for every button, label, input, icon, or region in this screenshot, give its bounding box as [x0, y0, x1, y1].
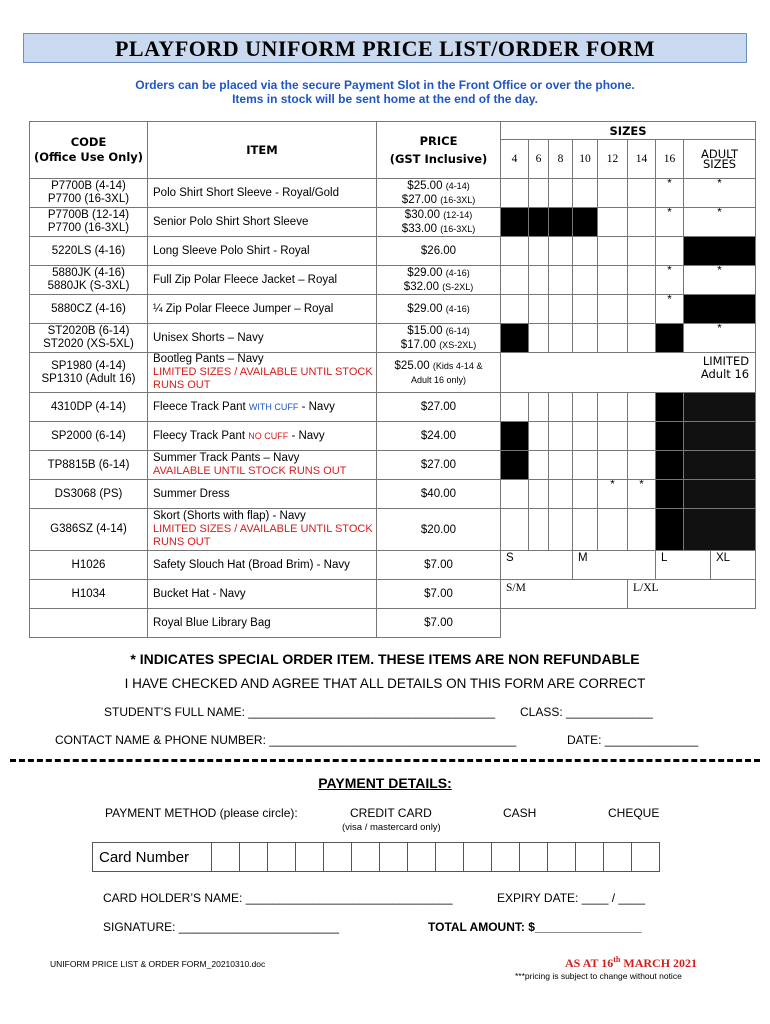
size-12: 12 [598, 140, 628, 179]
code-header-label: CODE [70, 135, 107, 149]
row-code: H1026 [30, 551, 148, 580]
card-digit-box[interactable] [240, 843, 268, 872]
card-digit-box[interactable] [352, 843, 380, 872]
row-code [30, 208, 148, 237]
card-digit-box[interactable] [268, 843, 296, 872]
card-number-boxes [92, 842, 660, 872]
table-row [30, 295, 756, 324]
agreement-statement: I HAVE CHECKED AND AGREE THAT ALL DETAILS ON THIS FORM ARE CORRECT [124, 676, 646, 691]
price-2-note: (S-2XL) [442, 282, 474, 292]
availability-note: LIMITED SIZES / AVAILABLE UNTIL STOCK RUNS OUT [153, 366, 373, 391]
card-number-label: Card Number [93, 843, 212, 872]
unavailable-cell [501, 324, 529, 353]
cheque-option[interactable]: CHEQUE [608, 806, 660, 820]
row-code: TP8815B (6-14) [30, 451, 148, 480]
size-cell[interactable] [628, 208, 656, 237]
row-item: Safety Slouch Hat (Broad Brim) - Navy [148, 551, 377, 580]
expiry-date-field[interactable]: EXPIRY DATE: ____ / ____ [497, 891, 646, 905]
price-1: $15.00 [407, 325, 443, 337]
footer-filename: UNIFORM PRICE LIST & ORDER FORM_20210310.doc [50, 959, 266, 969]
unavailable-cell [501, 208, 529, 237]
size-cell[interactable] [529, 393, 549, 422]
size-cell[interactable] [628, 179, 656, 208]
item-colour: - Navy [291, 429, 325, 442]
table-row [30, 551, 756, 580]
row-code-1: P7700B (12-14) [47, 209, 130, 221]
price-2-note: (XS-2XL) [439, 340, 477, 350]
size-cell[interactable] [628, 451, 656, 480]
unavailable-cell [656, 324, 684, 353]
row-code [30, 266, 148, 295]
size-14: 14 [628, 140, 656, 179]
price-header [377, 122, 501, 179]
price-1-note: (4-16) [445, 268, 470, 278]
table-row [30, 509, 756, 551]
row-code-1: SP1980 (4-14) [51, 359, 126, 372]
row-code: 5220LS (4-16) [30, 237, 148, 266]
unavailable-cell [501, 451, 529, 480]
size-6: 6 [529, 140, 549, 179]
price-1: $29.00 [407, 303, 443, 315]
special-order-star[interactable]: * [598, 480, 628, 509]
unavailable-cell [656, 509, 684, 551]
size-cell[interactable] [549, 422, 573, 451]
size-cell[interactable] [598, 509, 628, 551]
row-code [30, 324, 148, 353]
card-digit-box[interactable] [436, 843, 464, 872]
size-4: 4 [501, 140, 529, 179]
row-item [148, 422, 377, 451]
unavailable-cell [684, 295, 756, 324]
unavailable-cell [656, 393, 684, 422]
size-cell[interactable] [549, 237, 573, 266]
contact-field[interactable]: CONTACT NAME & PHONE NUMBER: _____________________________________ [55, 733, 517, 747]
row-code [30, 179, 148, 208]
payment-method-label: PAYMENT METHOD (please circle): [105, 806, 298, 820]
size-cell[interactable] [573, 393, 598, 422]
size-cell[interactable] [598, 393, 628, 422]
row-price: $7.00 [377, 609, 501, 638]
card-digit-box[interactable] [576, 843, 604, 872]
size-cell[interactable] [598, 324, 628, 353]
table-row [30, 237, 756, 266]
price-1-note: (4-14) [445, 181, 470, 191]
card-digit-box[interactable] [296, 843, 324, 872]
row-price: $7.00 [377, 580, 501, 609]
credit-card-note: (visa / mastercard only) [342, 822, 441, 833]
card-digit-box[interactable] [212, 843, 240, 872]
header-row [30, 122, 756, 140]
size-cell[interactable] [628, 393, 656, 422]
size-cell[interactable] [598, 295, 628, 324]
price-header-label: PRICE [419, 134, 458, 148]
row-code-2: P7700 (16-3XL) [47, 193, 130, 205]
table-row [30, 480, 756, 509]
size-cell[interactable] [628, 237, 656, 266]
cuff-note: WITH CUFF [248, 401, 299, 412]
row-code: 4310DP (4-14) [30, 393, 148, 422]
row-price: $27.00 [377, 451, 501, 480]
code-header-sublabel: (Office Use Only) [33, 150, 144, 164]
row-item [148, 353, 377, 393]
row-code-2: 5880JK (S-3XL) [47, 280, 130, 292]
special-order-star[interactable]: * [684, 266, 756, 295]
size-cell[interactable] [501, 509, 529, 551]
row-item: Royal Blue Library Bag [148, 609, 377, 638]
size-cell[interactable] [598, 179, 628, 208]
row-price [377, 179, 501, 208]
as-at-text: AS AT 16 [565, 956, 614, 970]
limited-note [501, 353, 756, 393]
row-item: Polo Shirt Short Sleeve - Royal/Gold [148, 179, 377, 208]
size-cell[interactable] [529, 266, 549, 295]
row-item: Unisex Shorts – Navy [148, 324, 377, 353]
as-at-month: MARCH 2021 [620, 956, 698, 970]
size-cell[interactable] [549, 509, 573, 551]
size-cell[interactable] [628, 295, 656, 324]
size-cell[interactable] [501, 266, 529, 295]
code-header [30, 122, 148, 179]
unavailable-cell [684, 509, 756, 551]
size-cell[interactable] [529, 237, 549, 266]
size-adult [684, 140, 756, 179]
size-cell[interactable] [529, 509, 549, 551]
as-at-suffix: th [613, 955, 621, 964]
size-cell[interactable] [573, 451, 598, 480]
size-cell[interactable] [628, 266, 656, 295]
date-field[interactable]: DATE: ______________ [567, 733, 699, 747]
cash-option[interactable]: CASH [503, 806, 537, 820]
card-digit-box[interactable] [548, 843, 576, 872]
price-1: $29.00 [407, 267, 443, 279]
size-cell[interactable] [549, 295, 573, 324]
availability-note: LIMITED SIZES / AVAILABLE UNTIL STOCK RUNS OUT [153, 523, 373, 548]
unavailable-cell [529, 208, 549, 237]
price-2: $32.00 [403, 281, 439, 293]
size-cell[interactable] [656, 237, 684, 266]
adult-label: ADULT [701, 147, 739, 161]
payment-heading: PAYMENT DETAILS: [318, 775, 452, 791]
card-digit-box[interactable] [408, 843, 436, 872]
size-cell[interactable] [573, 266, 598, 295]
adult-sizes-label: SIZES [702, 157, 737, 171]
row-item: Long Sleeve Polo Shirt - Royal [148, 237, 377, 266]
unavailable-cell [573, 208, 598, 237]
size-cell[interactable] [549, 266, 573, 295]
unavailable-cell [684, 393, 756, 422]
item-name: Bootleg Pants – Navy [153, 353, 264, 365]
row-item [148, 509, 377, 551]
cuff-note: NO CUFF [248, 430, 289, 441]
table-row [30, 353, 756, 393]
price-1-note: (Kids 4-14 & [432, 360, 483, 371]
row-code: G386SZ (4-14) [30, 509, 148, 551]
row-code-1: 5880JK (4-16) [52, 267, 125, 279]
size-cell[interactable] [549, 480, 573, 509]
size-cell[interactable] [501, 393, 529, 422]
hat-size-m[interactable]: M [573, 551, 656, 580]
size-cell[interactable] [501, 179, 529, 208]
item-name: Skort (Shorts with flap) - Navy [153, 510, 306, 522]
hat-size-xl[interactable]: XL [711, 551, 756, 580]
row-code-2: P7700 (16-3XL) [47, 222, 130, 234]
hat-size-s[interactable]: S [501, 551, 573, 580]
row-price: $26.00 [377, 237, 501, 266]
unavailable-cell [656, 422, 684, 451]
size-cell[interactable] [501, 237, 529, 266]
price-1: $30.00 [404, 209, 440, 221]
subtitle-line-2: Items in stock will be sent home at the end of the day. [232, 92, 538, 106]
card-digit-box[interactable] [464, 843, 492, 872]
unavailable-cell [684, 480, 756, 509]
row-price [377, 208, 501, 237]
size-16: 16 [656, 140, 684, 179]
table-row [30, 179, 756, 208]
row-code: DS3068 (PS) [30, 480, 148, 509]
size-cell[interactable] [628, 509, 656, 551]
unavailable-cell [684, 451, 756, 480]
row-item: Summer Dress [148, 480, 377, 509]
row-code-2: ST2020 (XS-5XL) [43, 338, 134, 350]
price-2-note: (16-3XL) [440, 224, 476, 234]
total-amount-field[interactable]: TOTAL AMOUNT: $________________ [428, 920, 642, 934]
price-2: $33.00 [401, 223, 437, 235]
special-order-star[interactable]: * [656, 179, 684, 208]
row-item: Bucket Hat - Navy [148, 580, 377, 609]
size-10: 10 [573, 140, 598, 179]
special-order-star[interactable]: * [684, 179, 756, 208]
row-code-1: ST2020B (6-14) [47, 325, 130, 337]
special-order-star[interactable]: * [628, 480, 656, 509]
size-cell[interactable] [573, 179, 598, 208]
size-cell[interactable] [573, 422, 598, 451]
unavailable-cell [656, 451, 684, 480]
page-title: PLAYFORD UNIFORM PRICE LIST/ORDER FORM [23, 33, 747, 63]
table-row [30, 580, 756, 609]
sizes-header: SIZES [501, 122, 756, 140]
price-1-note: (4-16) [445, 304, 470, 314]
size-cell[interactable] [598, 451, 628, 480]
size-cell[interactable] [598, 237, 628, 266]
size-cell[interactable] [628, 324, 656, 353]
credit-card-option[interactable]: CREDIT CARD [350, 806, 432, 820]
size-cell[interactable] [529, 451, 549, 480]
row-price [377, 295, 501, 324]
price-2-note: (16-3XL) [440, 195, 476, 205]
row-item: Full Zip Polar Fleece Jacket – Royal [148, 266, 377, 295]
row-code: H1034 [30, 580, 148, 609]
size-cell[interactable] [529, 324, 549, 353]
card-digit-box[interactable] [492, 843, 520, 872]
row-code: 5880CZ (4-16) [30, 295, 148, 324]
size-cell[interactable] [598, 266, 628, 295]
class-field[interactable]: CLASS: _____________ [520, 705, 653, 719]
limited-size-label: Adult 16 [700, 367, 750, 381]
cut-line [10, 759, 760, 762]
size-cell[interactable] [628, 422, 656, 451]
unavailable-cell [684, 237, 756, 266]
row-code [30, 609, 148, 638]
price-1: $25.00 [407, 180, 443, 192]
size-cell[interactable] [573, 480, 598, 509]
size-cell[interactable] [549, 179, 573, 208]
row-item [148, 393, 377, 422]
row-item: Senior Polo Shirt Short Sleeve [148, 208, 377, 237]
special-order-star[interactable]: * [684, 208, 756, 237]
row-price: $27.00 [377, 393, 501, 422]
size-cell[interactable] [549, 324, 573, 353]
row-price: $40.00 [377, 480, 501, 509]
item-name: Fleecy Track Pant [153, 429, 246, 442]
row-item [148, 451, 377, 480]
pricing-disclaimer: ***pricing is subject to change without notice [515, 971, 682, 981]
size-cell[interactable] [573, 324, 598, 353]
price-1: $25.00 [394, 359, 430, 372]
price-2-note: Adult 16 only) [410, 374, 467, 385]
size-cell[interactable] [549, 393, 573, 422]
as-at-date [565, 955, 697, 971]
unavailable-cell [501, 422, 529, 451]
table-row [30, 422, 756, 451]
size-cell[interactable] [501, 480, 529, 509]
row-price: $7.00 [377, 551, 501, 580]
item-colour: - Navy [301, 400, 335, 413]
hat-size-l[interactable]: L [656, 551, 711, 580]
table-row [30, 208, 756, 237]
row-code [30, 353, 148, 393]
size-cell[interactable] [529, 179, 549, 208]
table-row [30, 324, 756, 353]
item-name: Summer Track Pants – Navy [153, 452, 300, 464]
special-order-star[interactable]: * [656, 266, 684, 295]
special-order-star[interactable]: * [684, 324, 756, 353]
size-cell[interactable] [501, 295, 529, 324]
price-2: $17.00 [400, 339, 436, 351]
row-code: SP2000 (6-14) [30, 422, 148, 451]
card-digit-box[interactable] [604, 843, 632, 872]
row-price: $20.00 [377, 509, 501, 551]
unavailable-cell [549, 208, 573, 237]
price-1-note: (12-14) [443, 210, 473, 220]
price-1-note: (6-14) [445, 326, 470, 336]
subtitle-line-1: Orders can be placed via the secure Payment Slot in the Front Office or over the phone. [135, 78, 635, 92]
table-row [30, 609, 756, 638]
unavailable-cell [684, 422, 756, 451]
signature-field[interactable]: SIGNATURE: ________________________ [103, 920, 339, 934]
item-header: ITEM [148, 122, 377, 179]
row-price [377, 324, 501, 353]
card-holder-field[interactable]: CARD HOLDER’S NAME: _______________________________ [103, 891, 453, 905]
size-cell[interactable] [573, 509, 598, 551]
empty-cell [501, 609, 756, 638]
availability-note: AVAILABLE UNTIL STOCK RUNS OUT [153, 465, 347, 477]
row-price [377, 266, 501, 295]
table-row [30, 266, 756, 295]
size-cell[interactable] [573, 295, 598, 324]
card-digit-box[interactable] [324, 843, 352, 872]
hat-size-sm[interactable]: S/M [501, 580, 628, 609]
hat-size-lxl[interactable]: L/XL [628, 580, 756, 609]
student-name-field[interactable]: STUDENT’S FULL NAME: _____________________________________ [104, 705, 496, 719]
limited-label: LIMITED [702, 354, 750, 368]
row-code-2: SP1310 (Adult 16) [41, 372, 136, 385]
special-order-star[interactable]: * [656, 295, 684, 324]
size-cell[interactable] [529, 422, 549, 451]
row-code-1: P7700B (4-14) [51, 180, 126, 192]
size-cell[interactable] [573, 237, 598, 266]
price-header-sublabel: (GST Inclusive) [389, 152, 488, 166]
item-name: Fleece Track Pant [153, 400, 246, 413]
size-8: 8 [549, 140, 573, 179]
special-order-star[interactable]: * [656, 208, 684, 237]
special-order-notice: * INDICATES SPECIAL ORDER ITEM. THESE ITEMS ARE NON REFUNDABLE [130, 651, 640, 667]
size-cell[interactable] [598, 208, 628, 237]
row-price [377, 353, 501, 393]
card-digit-box[interactable] [380, 843, 408, 872]
size-cell[interactable] [549, 451, 573, 480]
size-cell[interactable] [529, 480, 549, 509]
card-digit-box[interactable] [632, 843, 660, 872]
size-cell[interactable] [598, 422, 628, 451]
price-2: $27.00 [401, 194, 437, 206]
row-item: ¼ Zip Polar Fleece Jumper – Royal [148, 295, 377, 324]
table-row [30, 451, 756, 480]
size-cell[interactable] [529, 295, 549, 324]
card-digit-box[interactable] [520, 843, 548, 872]
price-list-table [29, 121, 756, 638]
table-row [30, 393, 756, 422]
unavailable-cell [656, 480, 684, 509]
row-price: $24.00 [377, 422, 501, 451]
